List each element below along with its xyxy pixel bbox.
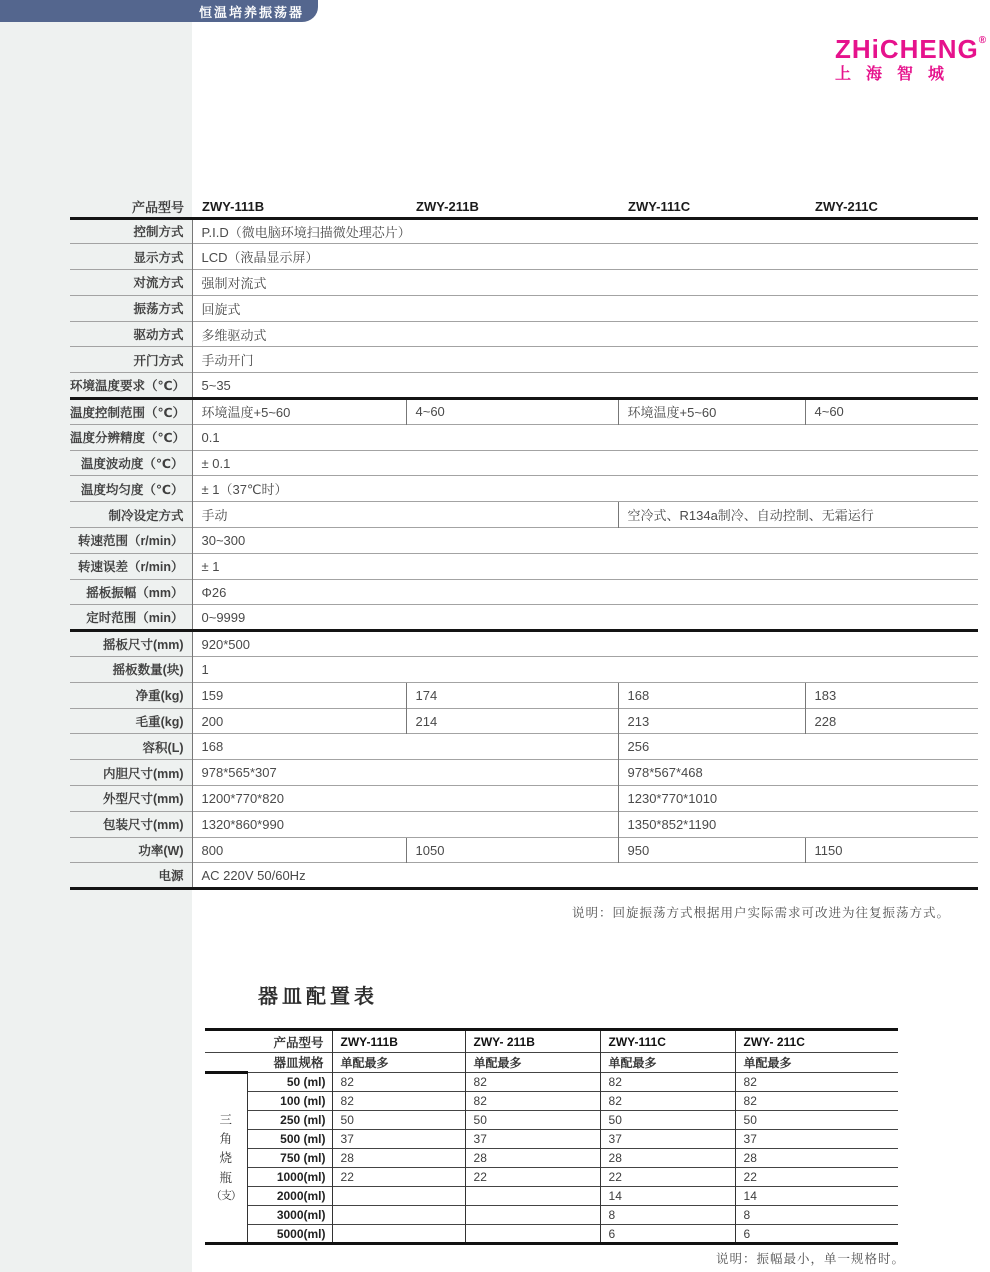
spec-cell: 环境温度+5~60 <box>618 399 805 425</box>
spec-model-header: ZWY-111C <box>628 198 691 214</box>
spec-row-label: 外型尺寸(mm) <box>70 786 192 812</box>
spec-cell: 978*565*307 <box>192 760 618 786</box>
vessel-count-cell <box>465 1225 600 1244</box>
spec-row-label: 温度均匀度（℃） <box>70 476 192 502</box>
spec-row <box>70 218 978 244</box>
spec-cell: LCD（液晶显示屏） <box>192 244 978 270</box>
spec-model-header: ZWY-111B <box>202 198 265 214</box>
spec-row-label: 控制方式 <box>70 218 192 244</box>
spec-cell: 手动 <box>192 502 618 528</box>
vessel-size-label: 3000(ml) <box>247 1206 332 1225</box>
spec-row-label: 功率(W) <box>70 837 192 863</box>
vessel-row <box>205 1206 898 1225</box>
spec-table <box>70 196 978 890</box>
spec-row <box>70 579 978 605</box>
spec-cell: 回旋式 <box>192 295 978 321</box>
vessel-count-cell: 6 <box>735 1225 898 1244</box>
category-tab[interactable] <box>0 0 318 22</box>
vessel-size-label: 2000(ml) <box>247 1187 332 1206</box>
spec-row-label: 摇板数量(块) <box>70 657 192 683</box>
vessel-size-label: 100 (ml) <box>247 1092 332 1111</box>
spec-cell: ± 1（37℃时） <box>192 476 978 502</box>
spec-row <box>70 347 978 373</box>
vessel-count-cell: 8 <box>600 1206 735 1225</box>
vessel-count-cell: 14 <box>600 1187 735 1206</box>
spec-cell: 5~35 <box>192 373 978 399</box>
spec-cell: 30~300 <box>192 528 978 554</box>
spec-row <box>70 270 978 296</box>
vessel-header-row <box>205 1030 898 1053</box>
spec-cell: 环境温度+5~60 <box>192 399 406 425</box>
spec-cell: 4~60 <box>805 399 978 425</box>
spec-header-label: 产品型号 <box>131 199 184 215</box>
spec-row <box>70 553 978 579</box>
spec-row-label: 摇板尺寸(mm) <box>70 631 192 657</box>
vessel-count-cell: 28 <box>600 1149 735 1168</box>
spec-row <box>70 295 978 321</box>
vessel-size-label: 500 (ml) <box>247 1130 332 1149</box>
spec-model-header: ZWY-211B <box>416 198 479 214</box>
vessel-size-label: 1000(ml) <box>247 1168 332 1187</box>
spec-cell: 950 <box>618 837 805 863</box>
vessel-size-label: 5000(ml) <box>247 1225 332 1244</box>
flask-group-label-line: 三 <box>219 1112 232 1127</box>
vessel-per-model-label: 单配最多 <box>332 1053 465 1073</box>
spec-row-label: 环境温度要求（℃） <box>70 373 192 399</box>
spec-row-label: 包装尺寸(mm) <box>70 811 192 837</box>
spec-table-container <box>70 196 978 890</box>
spec-cell: 800 <box>192 837 406 863</box>
vessel-table-title: 器皿配置表 <box>258 986 378 1008</box>
vessel-count-cell <box>332 1187 465 1206</box>
spec-row <box>70 450 978 476</box>
spec-row-label: 温度控制范围（℃） <box>70 399 192 425</box>
brand-logo <box>835 34 988 84</box>
vessel-count-cell: 82 <box>735 1092 898 1111</box>
spec-row <box>70 528 978 554</box>
flask-group-label-line: 瓶 <box>219 1170 232 1185</box>
vessel-model-header: ZWY- 211B <box>465 1030 600 1053</box>
vessel-count-cell: 28 <box>332 1149 465 1168</box>
spec-row <box>70 760 978 786</box>
vessel-count-cell: 50 <box>735 1111 898 1130</box>
vessel-count-cell: 37 <box>735 1130 898 1149</box>
vessel-count-cell <box>465 1206 600 1225</box>
spec-row-label: 开门方式 <box>70 347 192 373</box>
spec-row-label: 转速范围（r/min） <box>70 528 192 554</box>
vessel-count-cell <box>332 1206 465 1225</box>
spec-cell: 174 <box>406 682 618 708</box>
spec-row <box>70 811 978 837</box>
spec-cell: 手动开门 <box>192 347 978 373</box>
vessel-count-cell: 6 <box>600 1225 735 1244</box>
spec-cell: 228 <box>805 708 978 734</box>
spec-cell: 168 <box>192 734 618 760</box>
vessel-per-model-label: 单配最多 <box>600 1053 735 1073</box>
registered-trademark-icon: ® <box>978 35 988 46</box>
vessel-count-cell: 8 <box>735 1206 898 1225</box>
spec-row <box>70 708 978 734</box>
vessel-row <box>205 1092 898 1111</box>
spec-row-label: 电源 <box>70 863 192 889</box>
flask-group-label-line: （支） <box>210 1190 241 1203</box>
vessel-row <box>205 1225 898 1244</box>
spec-row-label: 转速误差（r/min） <box>70 553 192 579</box>
spec-cell: 183 <box>805 682 978 708</box>
spec-cell: ± 0.1 <box>192 450 978 476</box>
spec-row <box>70 657 978 683</box>
vessel-count-cell: 22 <box>735 1168 898 1187</box>
spec-row <box>70 682 978 708</box>
spec-cell: 1050 <box>406 837 618 863</box>
vessel-count-cell: 82 <box>600 1092 735 1111</box>
category-tab-label: 恒温培养振荡器 <box>198 4 304 20</box>
vessel-row <box>205 1111 898 1130</box>
spec-row <box>70 605 978 631</box>
spec-cell: 0~9999 <box>192 605 978 631</box>
spec-row-label: 摇板振幅（mm） <box>70 579 192 605</box>
spec-row <box>70 244 978 270</box>
spec-cell: Φ26 <box>192 579 978 605</box>
spec-cell: P.I.D（微电脑环境扫描微处理芯片） <box>192 218 978 244</box>
spec-cell: ± 1 <box>192 553 978 579</box>
vessel-table <box>205 1028 898 1245</box>
spec-row <box>70 863 978 889</box>
vessel-per-model-label: 单配最多 <box>465 1053 600 1073</box>
brand-wordmark: ZHiCHENG® <box>835 34 988 64</box>
spec-row-label: 温度分辨精度（℃） <box>70 424 192 450</box>
spec-cell: 256 <box>618 734 978 760</box>
spec-cell: 920*500 <box>192 631 978 657</box>
spec-cell: 空冷式、R134a制冷、自动控制、无霜运行 <box>618 502 978 528</box>
spec-row <box>70 476 978 502</box>
vessel-count-cell: 82 <box>332 1092 465 1111</box>
vessel-count-cell: 14 <box>735 1187 898 1206</box>
vessel-count-cell: 37 <box>332 1130 465 1149</box>
vessel-per-model-label: 单配最多 <box>735 1053 898 1073</box>
vessel-count-cell: 82 <box>465 1073 600 1092</box>
vessel-count-cell: 82 <box>735 1073 898 1092</box>
vessel-row <box>205 1073 898 1092</box>
vessel-header-label: 产品型号 <box>273 1035 324 1050</box>
vessel-count-cell: 37 <box>465 1130 600 1149</box>
vessel-model-header: ZWY-111B <box>332 1030 465 1053</box>
brand-chinese-name: 上海智城 <box>835 66 960 83</box>
spec-row <box>70 399 978 425</box>
vessel-count-cell: 50 <box>332 1111 465 1130</box>
vessel-count-cell: 82 <box>465 1092 600 1111</box>
vessel-row <box>205 1187 898 1206</box>
spec-cell: 1320*860*990 <box>192 811 618 837</box>
spec-cell: 159 <box>192 682 406 708</box>
spec-cell: 200 <box>192 708 406 734</box>
spec-row <box>70 734 978 760</box>
vessel-size-label: 250 (ml) <box>247 1111 332 1130</box>
spec-row-label: 毛重(kg) <box>70 708 192 734</box>
vessel-model-header: ZWY- 211C <box>735 1030 898 1053</box>
spec-cell: 1350*852*1190 <box>618 811 978 837</box>
spec-note: 说明：回旋振荡方式根据用户实际需求可改进为往复振荡方式。 <box>571 906 950 920</box>
vessel-size-label: 750 (ml) <box>247 1149 332 1168</box>
vessel-count-cell: 28 <box>465 1149 600 1168</box>
vessel-row <box>205 1130 898 1149</box>
vessel-row <box>205 1149 898 1168</box>
spec-cell: 213 <box>618 708 805 734</box>
flask-group-label-line: 角 <box>219 1132 232 1147</box>
spec-cell: 978*567*468 <box>618 760 978 786</box>
spec-row <box>70 837 978 863</box>
spec-cell: 1230*770*1010 <box>618 786 978 812</box>
spec-row-label: 振荡方式 <box>70 295 192 321</box>
spec-row-label: 显示方式 <box>70 244 192 270</box>
spec-row-label: 净重(kg) <box>70 682 192 708</box>
spec-cell: 0.1 <box>192 424 978 450</box>
vessel-count-cell: 22 <box>600 1168 735 1187</box>
vessel-row <box>205 1168 898 1187</box>
vessel-count-cell: 82 <box>600 1073 735 1092</box>
spec-row-label: 驱动方式 <box>70 321 192 347</box>
vessel-count-cell: 50 <box>600 1111 735 1130</box>
spec-cell: 1 <box>192 657 978 683</box>
spec-cell: 1200*770*820 <box>192 786 618 812</box>
spec-header-row <box>70 196 978 218</box>
flask-group-label-line: 烧 <box>219 1151 232 1166</box>
spec-row-label: 容积(L) <box>70 734 192 760</box>
vessel-count-cell: 22 <box>465 1168 600 1187</box>
vessel-count-cell: 22 <box>332 1168 465 1187</box>
spec-row-label: 温度波动度（℃） <box>70 450 192 476</box>
spec-cell: 4~60 <box>406 399 618 425</box>
vessel-count-cell: 50 <box>465 1111 600 1130</box>
spec-row-label: 制冷设定方式 <box>70 502 192 528</box>
spec-row-label: 内胆尺寸(mm) <box>70 760 192 786</box>
spec-row <box>70 373 978 399</box>
spec-cell: 强制对流式 <box>192 270 978 296</box>
vessel-count-cell <box>465 1187 600 1206</box>
spec-row-label: 定时范围（min） <box>70 605 192 631</box>
spec-model-header: ZWY-211C <box>815 198 878 214</box>
spec-cell: 168 <box>618 682 805 708</box>
vessel-count-cell: 28 <box>735 1149 898 1168</box>
flask-group-label <box>205 1073 247 1244</box>
spec-cell: 多维驱动式 <box>192 321 978 347</box>
spec-cell: AC 220V 50/60Hz <box>192 863 978 889</box>
vessel-count-cell <box>332 1225 465 1244</box>
vessel-model-header: ZWY-111C <box>600 1030 735 1053</box>
spec-cell: 1150 <box>805 837 978 863</box>
vessel-count-cell: 37 <box>600 1130 735 1149</box>
spec-row <box>70 631 978 657</box>
vessel-size-label: 50 (ml) <box>247 1073 332 1092</box>
vessel-subheader-row <box>205 1053 898 1073</box>
spec-cell: 214 <box>406 708 618 734</box>
vessel-count-cell: 82 <box>332 1073 465 1092</box>
vessel-table-container <box>205 1028 898 1245</box>
spec-row <box>70 502 978 528</box>
vessel-spec-label: 器皿规格 <box>205 1053 332 1073</box>
spec-row-label: 对流方式 <box>70 270 192 296</box>
vessel-note: 说明：振幅最小，单一规格时。 <box>715 1252 905 1266</box>
spec-row <box>70 786 978 812</box>
spec-row <box>70 321 978 347</box>
spec-row <box>70 424 978 450</box>
